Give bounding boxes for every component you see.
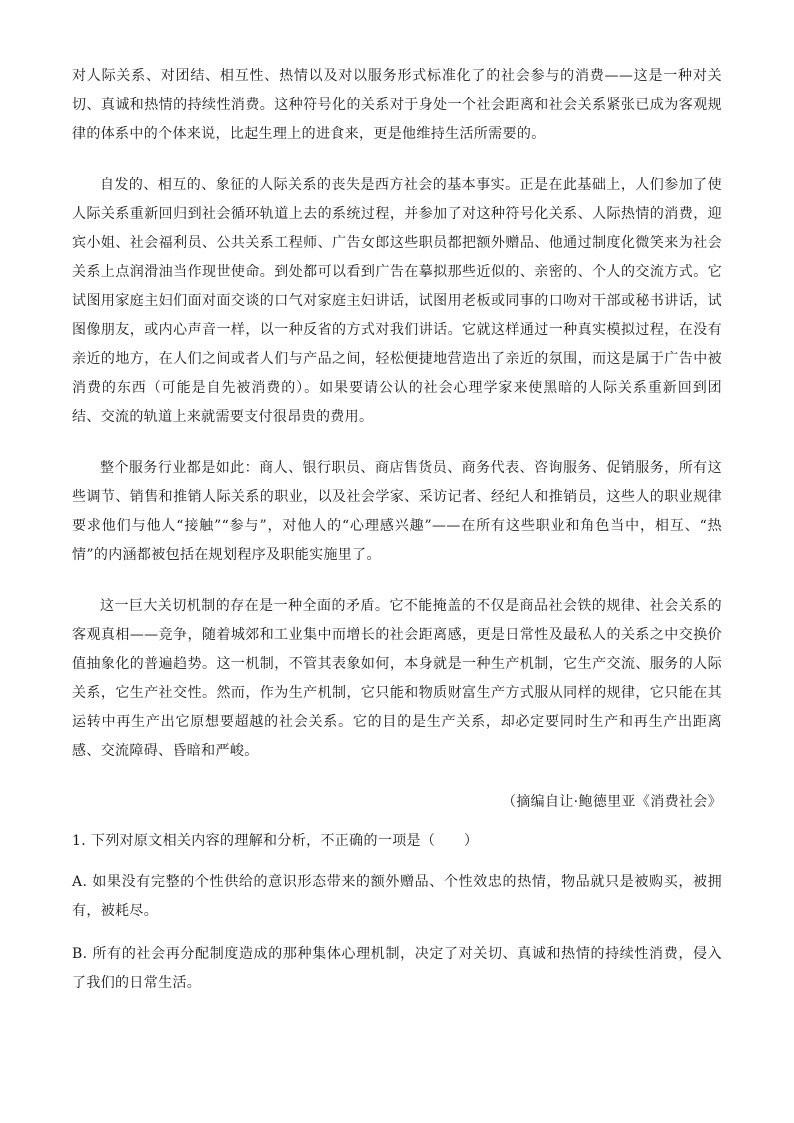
passage-paragraph-3: 整个服务行业都是如此：商人、银行职员、商店售货员、商务代表、咨询服务、促销服务，所有这些调节、销售和推销人际关系的职业，以及社会学家、采访记者、经纪人和推销员，这些人的职业规律要求他们与他人“接触”“参与”，对他人的“心理感兴趣”——在所有这些职业和角色当中，相互、“热情”的内涵都被包括在规划程序及职能实施里了。 <box>72 460 722 563</box>
option-b: B. 所有的社会再分配制度造成的那种集体心理机制，决定了对关切、真诚和热情的持续性消费，侵入了我们的日常生活。 <box>72 946 722 991</box>
passage-source: （摘编自让·鲍德里亚《消费社会》 <box>501 794 722 810</box>
option-a: A. 如果没有完整的个性供给的意识形态带来的额外赠品、个性效忠的热情，物品就只是被购买，被拥有，被耗尽。 <box>72 874 722 919</box>
passage-paragraph-4: 这一巨大关切机制的存在是一种全面的矛盾。它不能掩盖的不仅是商品社会铁的规律、社会关系的客观真相——竞争，随着城郊和工业集中而增长的社会距离感，更是日常性及最私人的关系之中交换价值抽象化的普遍趋势。这一机制，不管其表象如何，本身就是一种生产机制，它生产交流、服务的人际关系，它生产社交性。然而，作为生产机制，它只能和物质财富生产方式服从同样的规律，它只能在其运转中再生产出它原想要超越的社会关系。它的目的是生产关系，却必定要同时生产和再生产出距离感、交流障碍、昏暗和严峻。 <box>72 598 722 759</box>
question-stem: 1. 下列对原文相关内容的理解和分析，不正确的一项是（ ） <box>72 833 479 849</box>
passage-paragraph-2: 自发的、相互的、象征的人际关系的丧失是西方社会的基本事实。正是在此基础上，人们参加了使人际关系重新回归到社会循环轨道上去的系统过程，并参加了对这种符号化关系、人际热情的消费，迎宾小姐、社会福利员、公共关系工程师、广告女郎这些职员都把额外赠品、他通过制度化微笑来为社会关系上点润滑油当作现世使命。到处都可以看到广告在摹拟那些近似的、亲密的、个人的交流方式。它试图用家庭主妇们面对面交谈的口气对家庭主妇讲话，试图用老板或同事的口吻对干部或秘书讲话，试图像朋友，或内心声音一样，以一种反省的方式对我们讲话。它就这样通过一种真实模拟过程，在没有亲近的地方，在人们之间或者人们与产品之间，轻松便捷地营造出了亲近的氛围，而这是属于广告中被消费的东西（可能是自先被消费的）。如果要请公认的社会心理学家来使黑暗的人际关系重新回到团结、交流的轨道上来就需要支付很昂贵的费用。 <box>72 177 722 425</box>
passage-paragraph-1: 对人际关系、对团结、相互性、热情以及对以服务形式标准化了的社会参与的消费——这是一种对关切、真诚和热情的持续性消费。这种符号化的关系对于身处一个社会距离和社会关系紧张已成为客观规律的体系中的个体来说，比起生理上的进食来，更是他维持生活所需要的。 <box>72 68 722 142</box>
